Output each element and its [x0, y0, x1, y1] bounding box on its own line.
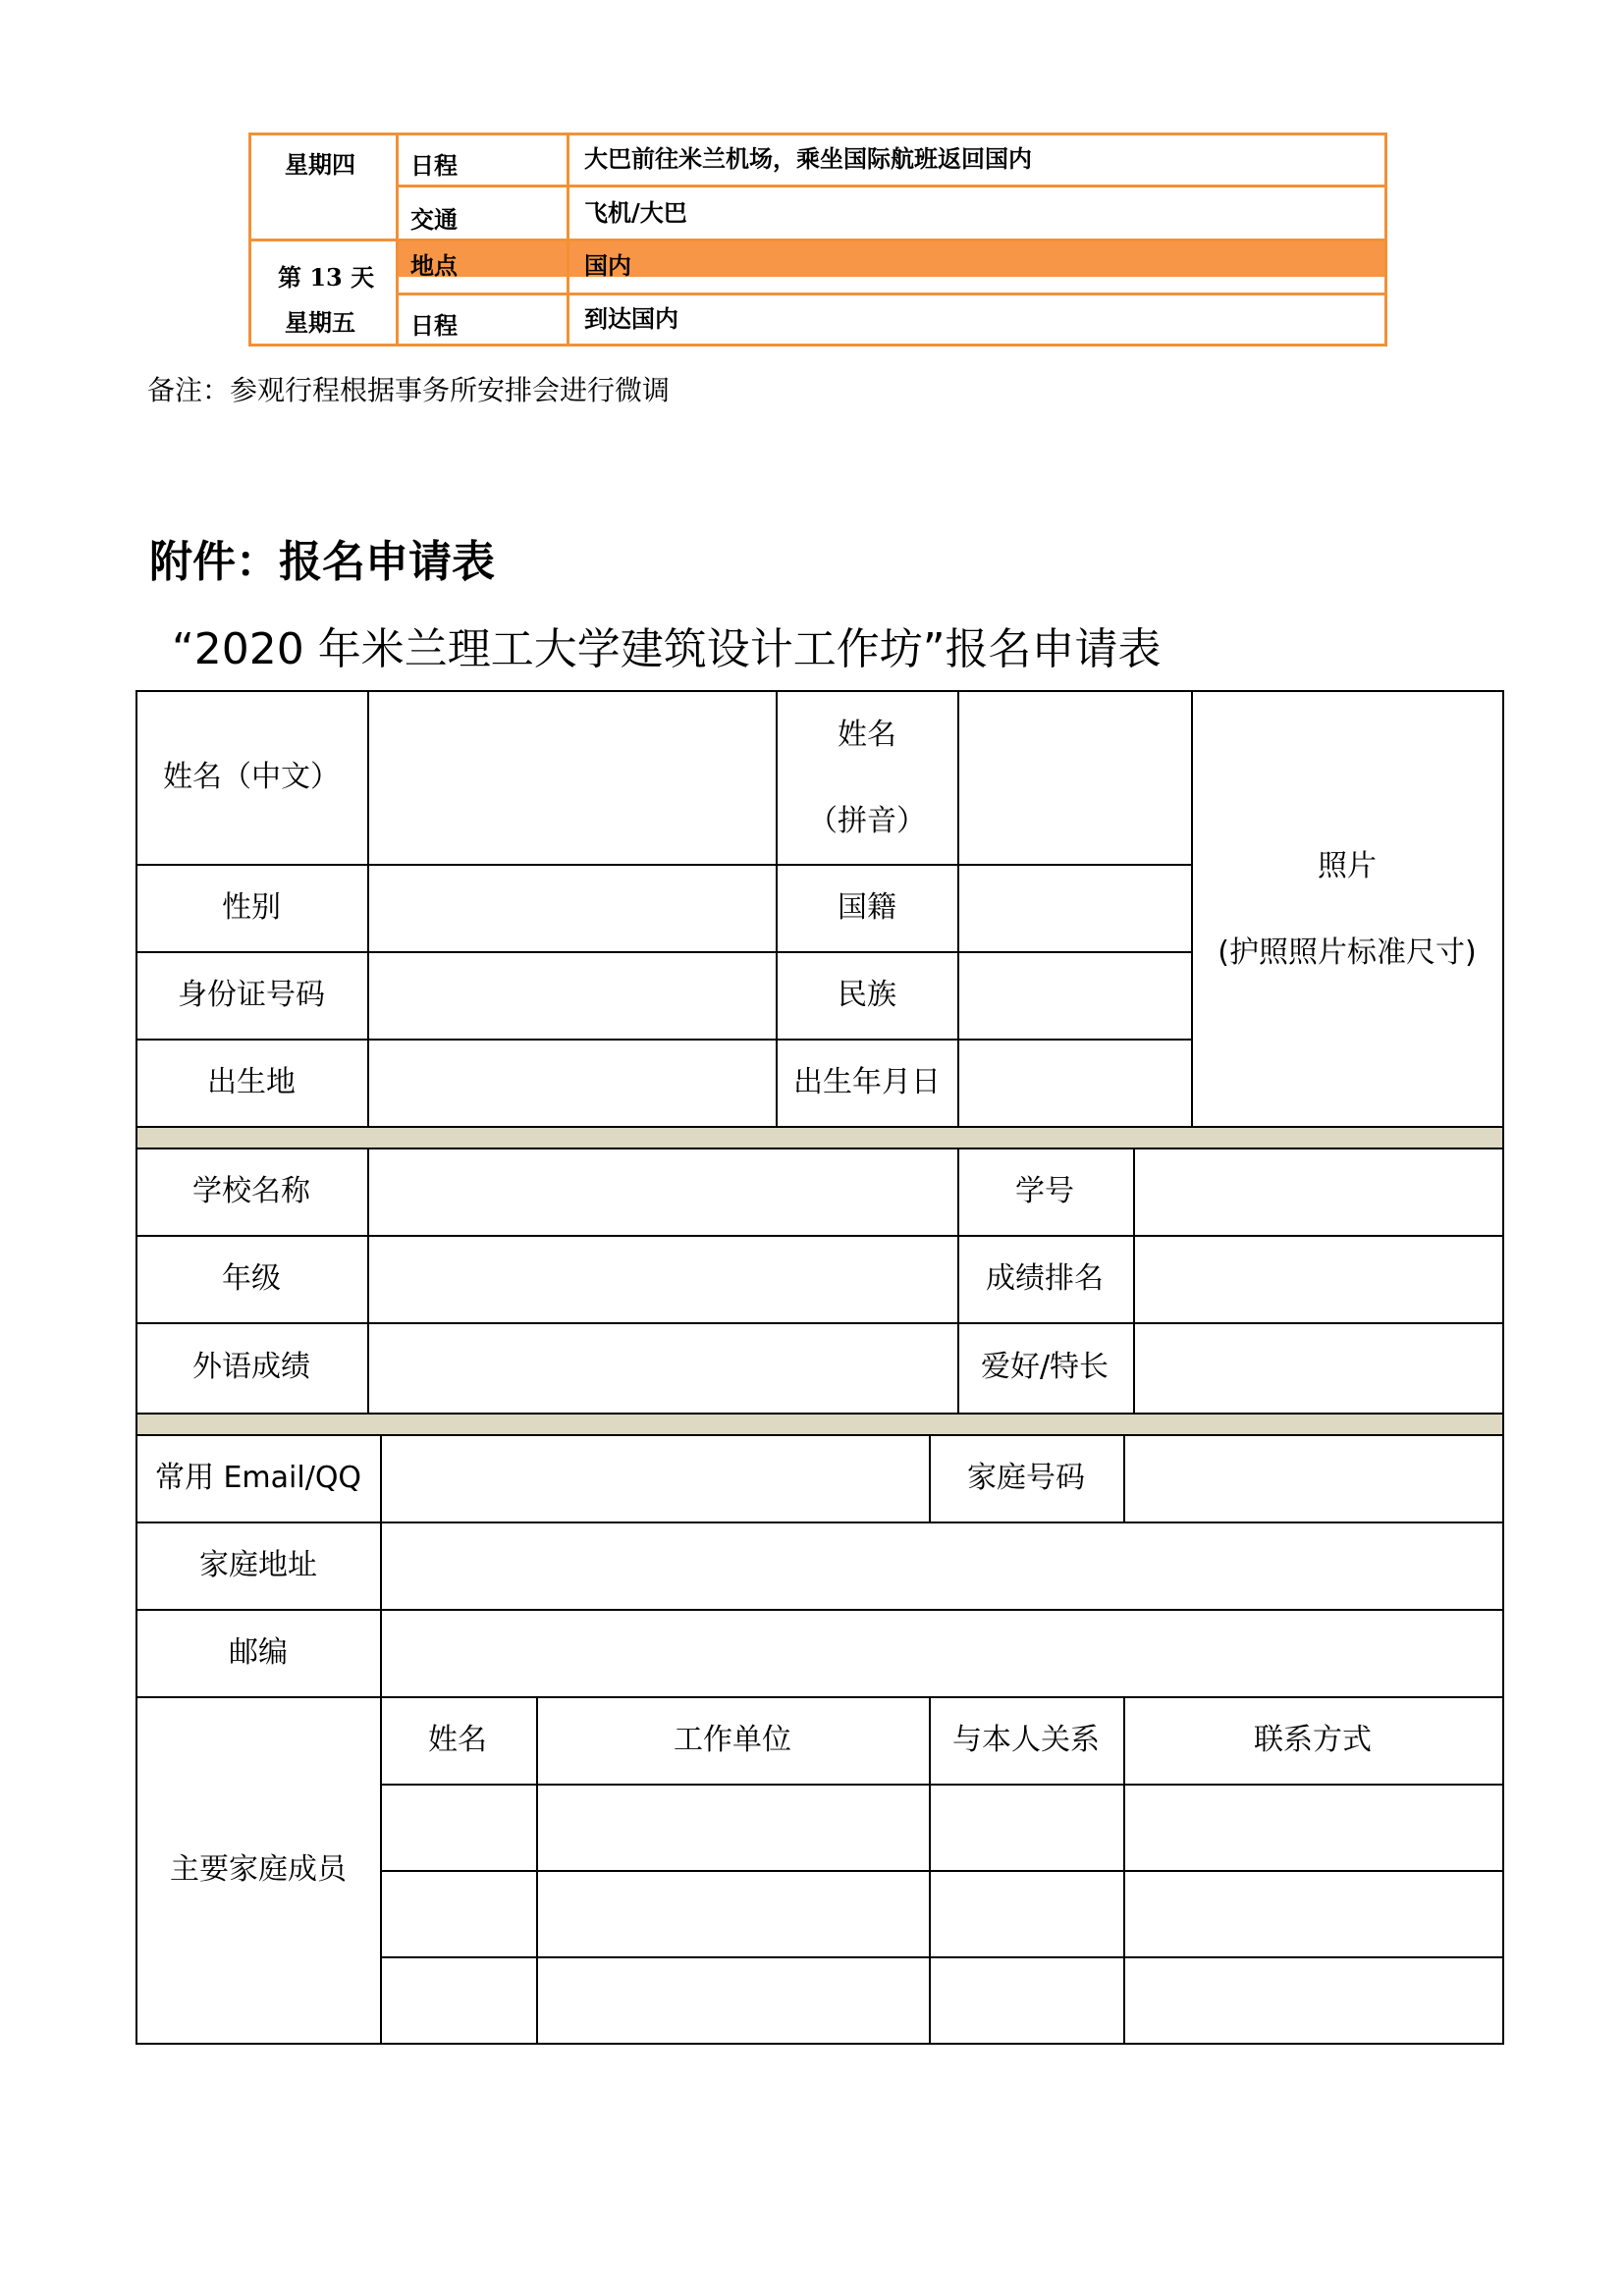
nationality-label: 国籍	[838, 890, 896, 925]
photo-box[interactable]	[1193, 692, 1502, 1126]
grade-field[interactable]	[369, 1237, 957, 1322]
form-grid-line	[957, 1148, 959, 1413]
home-address-field[interactable]	[382, 1523, 1502, 1609]
form-grid-line	[135, 1413, 1504, 1415]
itinerary-value: 大巴前往米兰机场，乘坐国际航班返回国内	[584, 144, 1032, 173]
itinerary-value: 到达国内	[584, 304, 678, 333]
itinerary-highlight-row	[396, 240, 1387, 280]
itinerary-border	[248, 133, 1387, 135]
id-number-field[interactable]	[369, 953, 776, 1039]
itinerary-border	[396, 185, 1387, 187]
attachment-heading: 附件：报名申请表	[149, 537, 495, 587]
section-separator	[135, 1413, 1504, 1434]
form-border	[135, 2043, 1504, 2045]
rank-field[interactable]	[1135, 1237, 1502, 1322]
photo-label: 照片	[1318, 849, 1377, 883]
home-phone-field[interactable]	[1125, 1436, 1502, 1522]
home-phone-label: 家庭号码	[967, 1461, 1085, 1495]
birthdate-label: 出生年月日	[793, 1065, 941, 1099]
birthplace-field[interactable]	[369, 1041, 776, 1126]
itinerary-label: 地点	[410, 251, 458, 280]
ethnicity-field[interactable]	[959, 953, 1191, 1039]
itinerary-note: 备注：参观行程根据事务所安排会进行微调	[147, 374, 671, 406]
birthplace-label: 出生地	[207, 1065, 296, 1099]
rank-label: 成绩排名	[986, 1261, 1104, 1296]
section-separator	[135, 1126, 1504, 1148]
itinerary-border	[396, 133, 399, 347]
gender-label: 性别	[222, 890, 281, 925]
itinerary-border	[248, 344, 1387, 347]
language-score-label: 外语成绩	[192, 1350, 310, 1384]
form-title: “2020 年米兰理工大学建筑设计工作坊”报名申请表	[172, 624, 1162, 674]
family-header-contact: 联系方式	[1254, 1723, 1372, 1757]
id-number-label: 身份证号码	[178, 978, 325, 1012]
itinerary-table	[248, 133, 1387, 347]
itinerary-label: 日程	[410, 311, 458, 340]
school-label: 学校名称	[192, 1174, 310, 1208]
family-header-name: 姓名	[428, 1723, 487, 1757]
itinerary-border	[248, 239, 1387, 241]
email-qq-label: 常用 Email/QQ	[154, 1461, 362, 1495]
home-address-label: 家庭地址	[199, 1548, 317, 1582]
student-id-field[interactable]	[1135, 1149, 1502, 1235]
itinerary-border	[248, 133, 251, 347]
family-members-area[interactable]	[382, 1786, 1502, 2043]
itinerary-border	[1384, 133, 1387, 347]
gender-field[interactable]	[369, 866, 776, 951]
photo-note: (护照照片标准尺寸)	[1218, 935, 1477, 970]
ethnicity-label: 民族	[838, 978, 896, 1012]
nationality-field[interactable]	[959, 866, 1191, 951]
name-pinyin-sub-label: （拼音）	[808, 804, 926, 838]
hobby-field[interactable]	[1135, 1324, 1502, 1413]
itinerary-day: 星期五	[285, 308, 355, 337]
name-pinyin-label: 姓名	[838, 718, 896, 752]
form-border	[135, 690, 137, 2045]
itinerary-label: 交通	[410, 205, 458, 234]
name-cn-field[interactable]	[369, 692, 776, 864]
birthdate-field[interactable]	[959, 1041, 1191, 1126]
form-grid-line	[135, 1696, 1504, 1698]
family-members-label: 主要家庭成员	[170, 1852, 347, 1887]
registration-form	[135, 690, 1504, 2045]
hobby-label: 爱好/特长	[980, 1350, 1110, 1384]
name-pinyin-field[interactable]	[959, 692, 1191, 864]
itinerary-value: 国内	[584, 251, 631, 280]
language-score-field[interactable]	[369, 1324, 957, 1413]
itinerary-border	[396, 293, 1387, 295]
postcode-label: 邮编	[229, 1635, 288, 1670]
form-grid-line	[776, 690, 778, 1126]
student-id-label: 学号	[1015, 1174, 1074, 1208]
itinerary-day: 星期四	[285, 150, 355, 179]
email-qq-field[interactable]	[382, 1436, 929, 1522]
itinerary-border	[567, 133, 569, 347]
family-header-workplace: 工作单位	[674, 1723, 791, 1757]
grade-label: 年级	[222, 1261, 281, 1296]
itinerary-value: 飞机/大巴	[584, 198, 687, 227]
form-grid-line	[135, 1126, 1504, 1128]
postcode-field[interactable]	[382, 1611, 1502, 1696]
name-cn-label: 姓名（中文）	[163, 760, 340, 794]
school-field[interactable]	[369, 1149, 957, 1235]
itinerary-label: 日程	[410, 151, 458, 180]
form-border	[1502, 690, 1504, 2045]
itinerary-day: 第 13 天	[278, 263, 375, 292]
form-grid-line	[929, 1434, 931, 1522]
family-header-relation: 与本人关系	[952, 1723, 1100, 1757]
